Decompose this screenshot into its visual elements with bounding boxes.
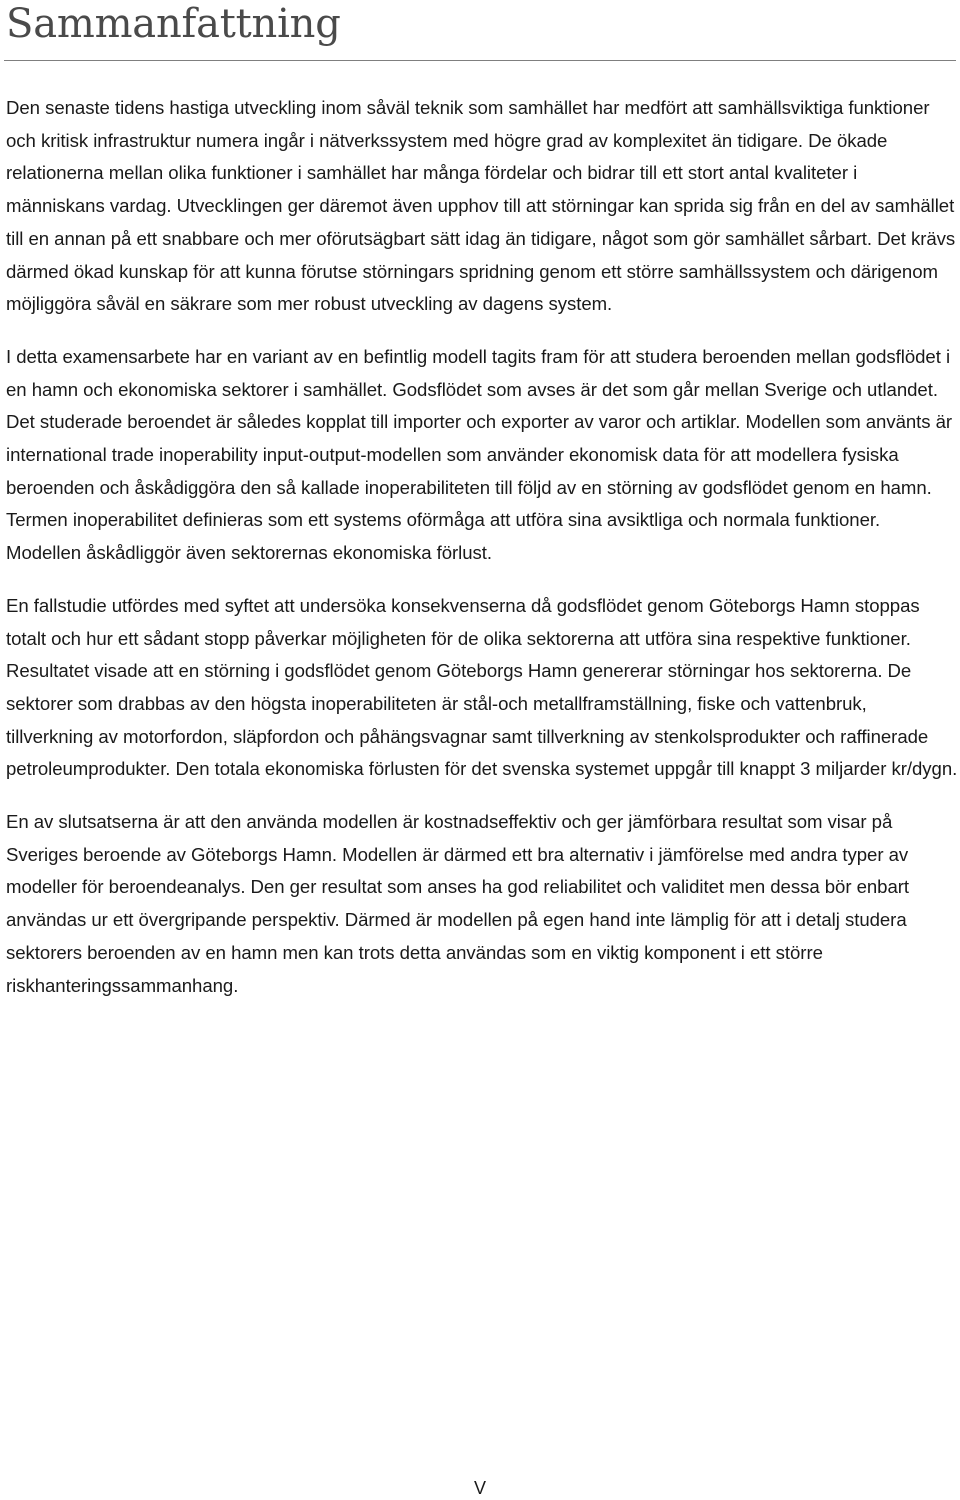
paragraph-2: I detta examensarbete har en variant av en befintlig modell tagits fram för att studera beroenden mellan godsflödet i en hamn och ekonomiska sektorer i samhället. Godsflödet som avses är det som går mellan Sverige och utlandet. Det studerade beroendet är således kopplat till importer och exporter av varor och artiklar. Modellen som använts är international trade inoperability input-output-modellen som använder ekonomisk data för att modellera fysiska beroenden och åskådiggöra den så kallade inoperabiliteten till följd av en störning av godsflödet genom en hamn. Termen inoperabilitet definieras som ett systems oförmåga att utföra sina avsiktliga och normala funktioner. Modellen åskådliggör även sektorernas ekonomiska förlust. — [6, 345, 953, 564]
heading-divider — [4, 60, 956, 61]
page-title: Sammanfattning — [6, 1, 341, 47]
paragraph-3: En fallstudie utfördes med syftet att undersöka konsekvenserna då godsflödet genom Göteborgs Hamn stoppas totalt och hur ett sådant stopp påverkar möjligheten för de olika sektorerna att utföra sina respektive funktioner. Resultatet visade att en störning i godsflödet genom Göteborgs Hamn genererar störningar hos sektorerna. De sektorer som drabbas av den högsta inoperabiliteten är stål-och metallframställning, fiske och vattenbruk, tillverkning av motorfordon, släpfordon och påhängsvagnar samt tillverkning av stenkolsprodukter och raffinerade petroleumprodukter. Den totala ekonomiska förlusten för det svenska systemet uppgår till knappt 3 miljarder kr/dygn. — [6, 594, 958, 780]
paragraph-1: Den senaste tidens hastiga utveckling inom såväl teknik som samhället har medfört att samhällsviktiga funktioner och kritisk infrastruktur numera ingår i nätverkssystem med högre grad av komplexitet än tidigare. De ökade relationerna mellan olika funktioner i samhället har många fördelar och bidrar till ett stort antal kvaliteter i människans vardag. Utvecklingen ger däremot även upphov till att störningar kan sprida sig från en del av samhället till en annan på ett snabbare och mer oförutsägbart sätt idag än tidigare, något som gör samhället sårbart. Det krävs därmed ökad kunskap för att kunna förutse störningars spridning genom ett större samhällssystem och därigenom möjliggöra såväl en säkrare som mer robust utveckling av dagens system. — [6, 97, 956, 315]
paragraph-4: En av slutsatserna är att den använda modellen är kostnadseffektiv och ger jämförbara resultat som visar på Sveriges beroende av Göteborgs Hamn. Modellen är därmed ett bra alternativ i jämförelse med andra typer av modeller för beroendeanalys. Den ger resultat som anses ha god reliabilitet och validitet men dessa bör enbart användas ur ett övergripande perspektiv. Därmed är modellen på egen hand inte lämplig för att i detalj studera sektorers beroenden av en hamn men kan trots detta användas som en viktig komponent i ett större riskhanteringssammanhang. — [6, 811, 910, 996]
page-number: V — [473, 1478, 486, 1498]
summary-body — [6, 92, 958, 1022]
